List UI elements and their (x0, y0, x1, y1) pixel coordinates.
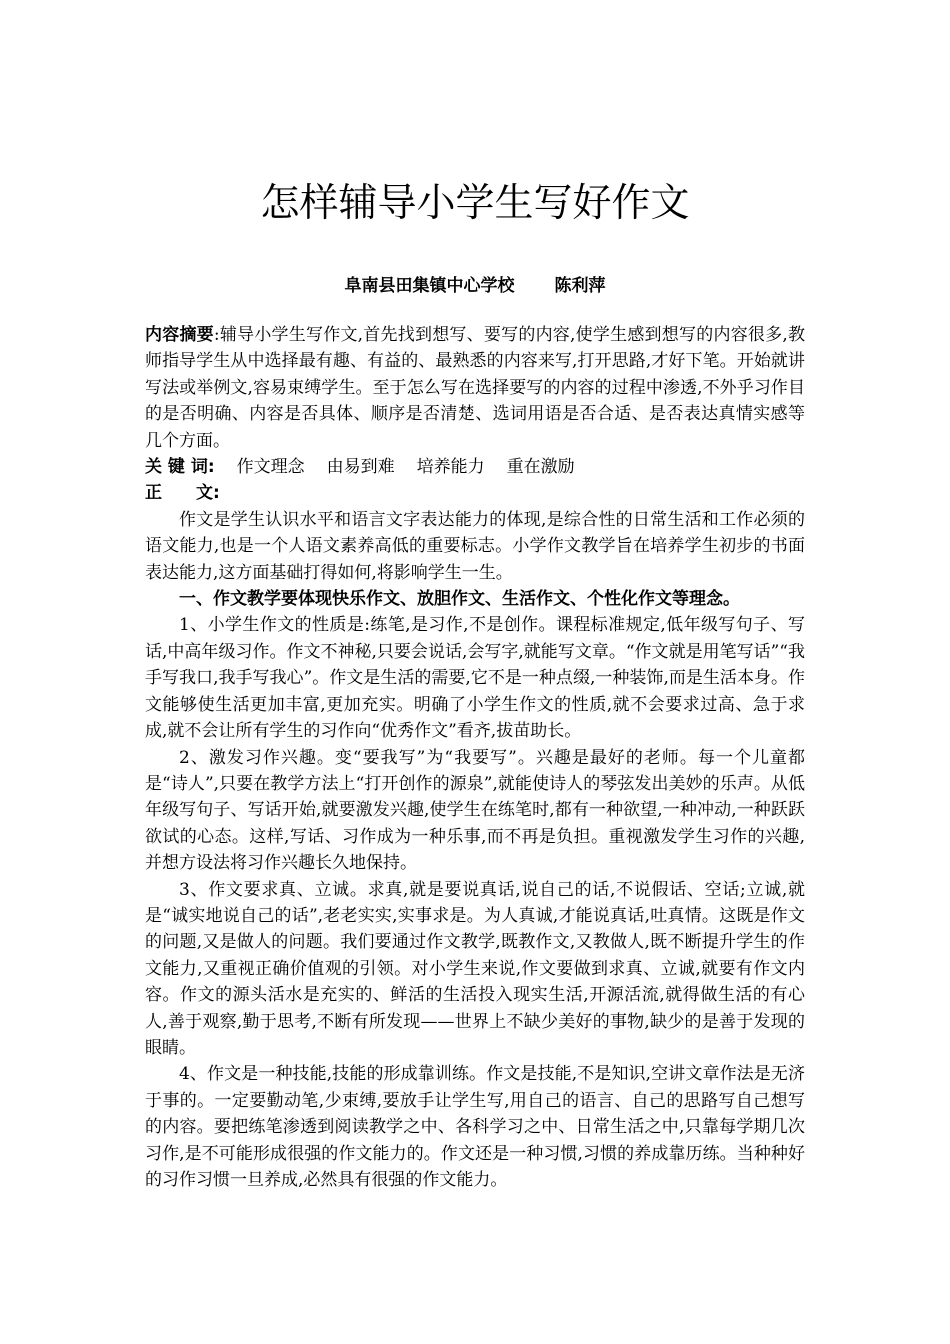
author-name: 陈利萍 (554, 276, 606, 296)
body-paragraph-3: 3、作文要求真、立诚。求真,就是要说真话,说自己的话,不说假话、空话;立诚,就是“诚实地说自己的话”,老老实实,实事求是。为人真诚,才能说真话,吐真情。这既是作文的问题,又是做人的问题。我们要通过作文教学,既教作文,又教做人,既不断提升学生的作文能力,又重视正确价值观的引领。对小学生来说,作文要做到求真、立诚,就要有作文内容。作文的源头活水是充实的、鲜活的生活投入现实生活,开源活流,就得做生活的有心人,善于观察,勤于思考,不断有所发现——世界上不缺少美好的事物,缺少的是善于发现的眼睛。 (145, 879, 805, 1058)
section-heading: 一、作文教学要体现快乐作文、放胆作文、生活作文、个性化作文等理念。 (179, 589, 740, 610)
body-label: 正 文: (145, 483, 220, 504)
author-school: 阜南县田集镇中心学校 (344, 276, 515, 296)
keyword-item: 重在激励 (506, 457, 575, 478)
document-title: 怎样辅导小学生写好作文 (260, 181, 690, 226)
abstract-text: :辅导小学生写作文,首先找到想写、要写的内容,使学生感到想写的内容很多,教师指导学生从中选择最有趣、有益的、最熟悉的内容来写,打开思路,才好下笔。开始就讲写法或举例文,容易束缚学生。至于怎么写在选择要写的内容的过程中渗透,不外乎习作目的是否明确、内容是否具体、顺序是否清楚、选词用语是否合适、是否表达真情实感等几个方面。 (145, 325, 805, 451)
document-body (145, 322, 805, 1193)
body-paragraph-4: 4、作文是一种技能,技能的形成靠训练。作文是技能,不是知识,空讲文章作法是无济于事的。一定要勤动笔,少束缚,要放手让学生写,用自己的语言、自己的思路写自己想写的内容。要把练笔渗透到阅读教学之中、各科学习之中、日常生活之中,只靠每学期几次习作,是不可能形成很强的作文能力的。作文还是一种习惯,习惯的养成靠历练。当种种好的习作习惯一旦养成,必然具有很强的作文能力。 (145, 1064, 805, 1190)
keyword-item: 培养能力 (416, 457, 485, 478)
keywords-row (145, 454, 805, 480)
author-line (145, 273, 805, 299)
intro-paragraph: 作文是学生认识水平和语言文字表达能力的体现,是综合性的日常生活和工作必须的语文能力,也是一个人语文素养高低的重要标志。小学作文教学旨在培养学生初步的书面表达能力,这方面基础打得如何,将影响学生一生。 (145, 509, 805, 583)
body-paragraph-2: 2、激发习作兴趣。变“要我写”为“我要写”。兴趣是最好的老师。每一个儿童都是“诗人”,只要在教学方法上“打开创作的源泉”,就能使诗人的琴弦发出美妙的乐声。从低年级写句子、写话开始,就要激发兴趣,使学生在练笔时,都有一种欲望,一种冲动,一种跃跃欲试的心态。这样,写话、习作成为一种乐事,而不再是负担。重视激发学生习作的兴趣,并想方设法将习作兴趣长久地保持。 (145, 747, 805, 874)
body-paragraph-1: 1、小学生作文的性质是:练笔,是习作,不是创作。课程标准规定,低年级写句子、写话,中高年级习作。作文不神秘,只要会说话,会写字,就能写文章。“作文就是用笔写话”“我手写我口,我手写我心”。作文是生活的需要,它不是一种点缀,一种装饰,而是生活本身。作文能够使生活更加丰富,更加充实。明确了小学生作文的性质,就不会要求过高、急于求成,就不会让所有学生的习作向“优秀作文”看齐,拔苗助长。 (145, 615, 805, 742)
keywords-label: 关 键 词: (145, 457, 215, 478)
keyword-item: 由易到难 (326, 457, 395, 478)
body-label-row (145, 480, 805, 506)
keyword-item: 作文理念 (236, 457, 305, 478)
abstract-label: 内容摘要 (145, 325, 214, 345)
abstract-paragraph (145, 322, 805, 454)
